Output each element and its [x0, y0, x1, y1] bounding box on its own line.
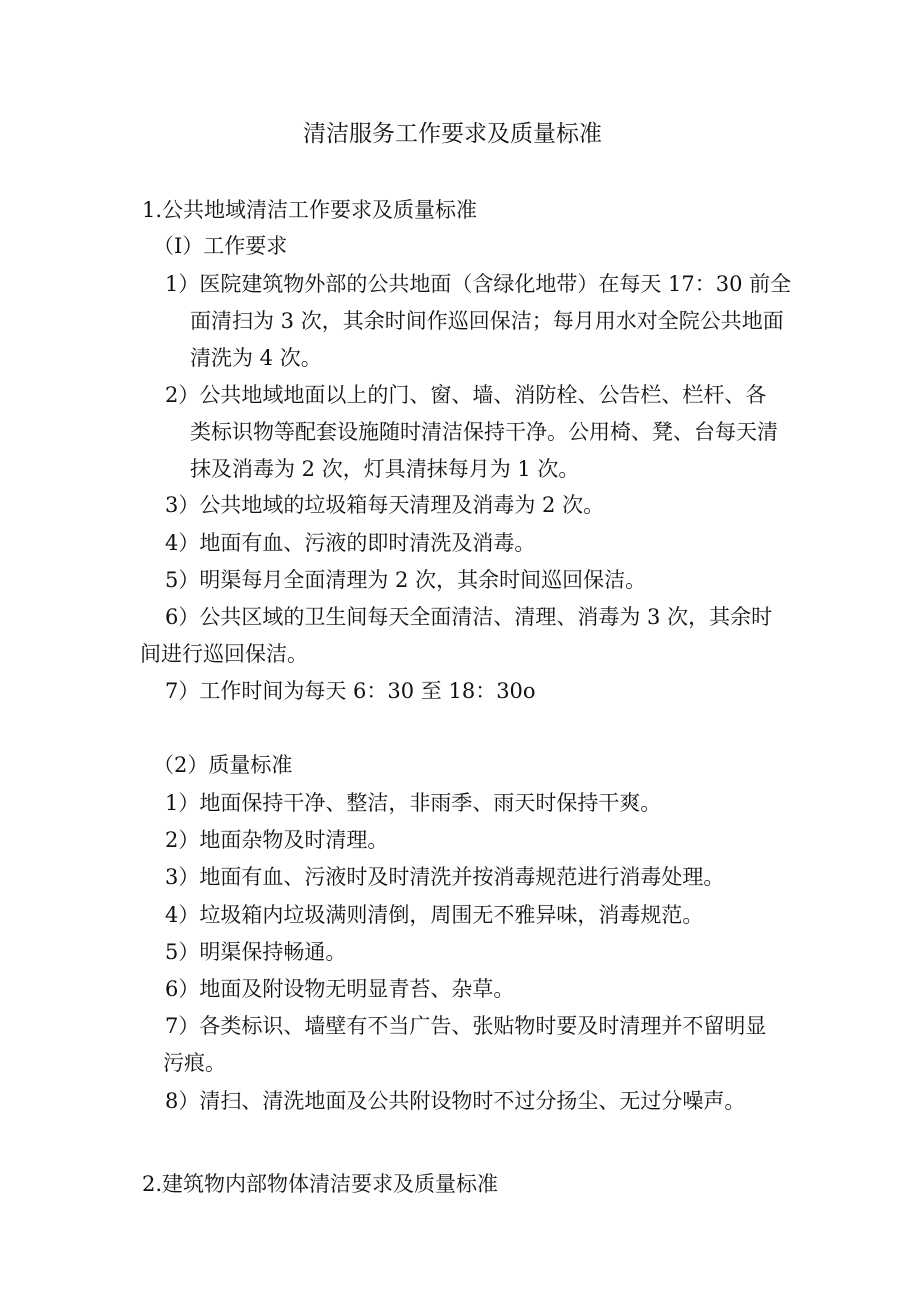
list-item: 3）公共地域的垃圾箱每天清理及消毒为 2 次。	[165, 493, 605, 517]
list-item-continuation: 面清扫为 3 次，其余时间作巡回保洁；每月用水对全院公共地面	[190, 309, 784, 333]
list-item: 8）清扫、清洗地面及公共附设物时不过分扬尘、无过分噪声。	[165, 1089, 746, 1113]
part1-heading: （I）工作要求	[153, 234, 288, 258]
list-item-continuation: 污痕。	[163, 1051, 226, 1075]
list-item-continuation: 间进行巡回保洁。	[140, 642, 308, 666]
list-item-continuation: 类标识物等配套设施随时清洁保持干净。公用椅、凳、台每天清	[190, 420, 778, 444]
list-item: 1）医院建筑物外部的公共地面（含绿化地带）在每天 17：30 前全	[165, 272, 792, 296]
document-title: 清洁服务工作要求及质量标准	[303, 121, 602, 147]
list-item: 7）各类标识、墙壁有不当广告、张贴物时要及时清理并不留明显	[165, 1014, 767, 1038]
list-item: 2）公共地域地面以上的门、窗、墙、消防栓、公告栏、栏杆、各	[165, 383, 767, 407]
list-item: 3）地面有血、污液时及时清洗并按消毒规范进行消毒处理。	[165, 865, 725, 889]
list-item: 7）工作时间为每天 6：30 至 18：30o	[165, 679, 536, 703]
list-item: 4）地面有血、污液的即时清洗及消毒。	[165, 531, 536, 555]
list-item-continuation: 清洗为 4 次。	[190, 346, 322, 370]
list-item-continuation: 抹及消毒为 2 次，灯具清抹每月为 1 次。	[190, 457, 580, 481]
part2-heading: （2）质量标准	[153, 753, 293, 777]
list-item: 6）公共区域的卫生间每天全面清洁、清理、消毒为 3 次，其余时	[165, 605, 773, 629]
list-item: 5）明渠每月全面清理为 2 次，其余时间巡回保洁。	[165, 568, 647, 592]
list-item: 4）垃圾箱内垃圾满则清倒，周围无不雅异味，消毒规范。	[165, 903, 704, 927]
list-item: 2）地面杂物及时清理。	[165, 828, 389, 852]
list-item: 6）地面及附设物无明显青苔、杂草。	[165, 977, 515, 1001]
section1-heading: 1.公共地域清洁工作要求及质量标准	[142, 198, 478, 222]
list-item: 5）明渠保持畅通。	[165, 940, 347, 964]
section2-heading: 2.建筑物内部物体清洁要求及质量标准	[142, 1172, 499, 1196]
list-item: 1）地面保持干净、整洁，非雨季、雨天时保持干爽。	[165, 791, 662, 815]
